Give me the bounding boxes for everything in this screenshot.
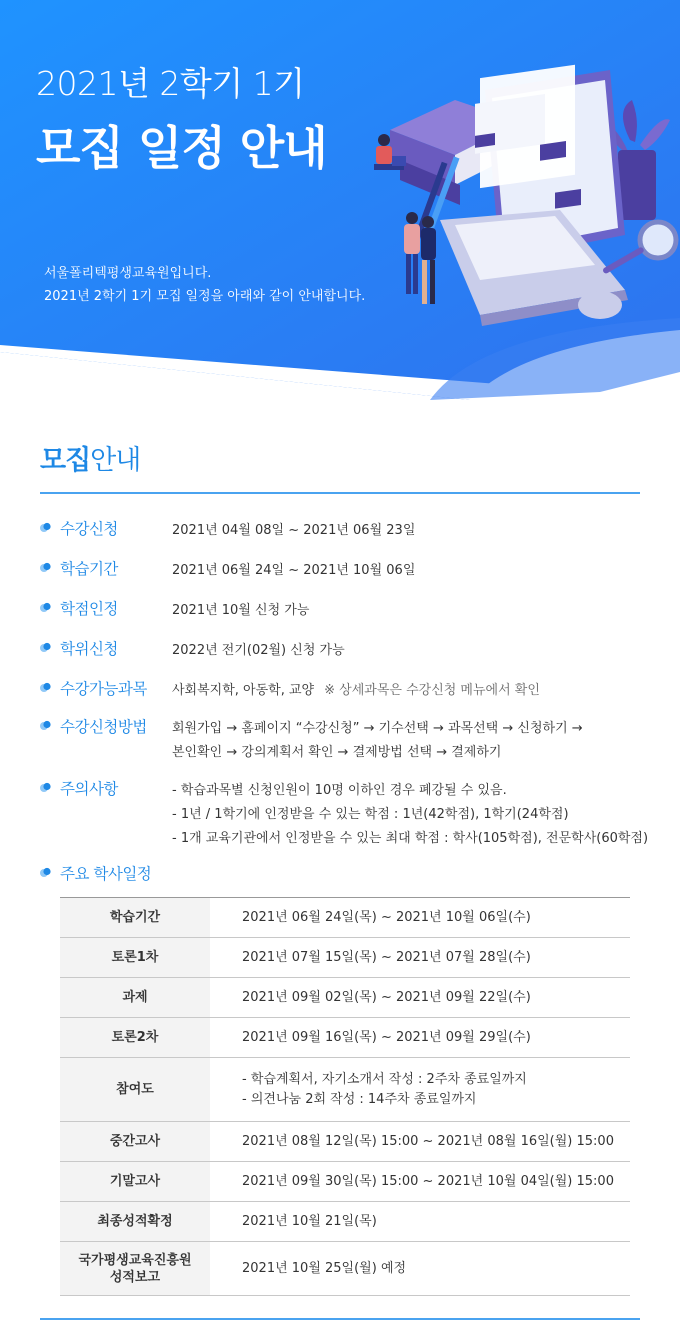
table-cell: 2021년 10월 25일(월) 예정: [210, 1242, 630, 1296]
table-row: [60, 1058, 630, 1122]
info-value-line: 본인확인 → 강의계획서 확인 → 결제방법 선택 → 결제하기: [172, 745, 502, 760]
bullet-icon: [40, 522, 54, 532]
table-row: [60, 1122, 630, 1162]
table-cell: 2021년 10월 21일(목): [210, 1202, 630, 1242]
table-cell-line: - 의견나눔 2회 작성 : 14주차 종료일까지: [242, 1091, 477, 1107]
info-value: 2022년 전기(02월) 신청 가능: [172, 643, 345, 658]
table-header-cell: 기말고사: [60, 1162, 210, 1202]
table-header-cell: 최종성적확정: [60, 1202, 210, 1242]
info-value: [172, 779, 648, 851]
info-value: 2021년 04월 08일 ~ 2021년 06월 23일: [172, 523, 416, 538]
bullet-icon: [40, 642, 54, 652]
table-cell: 2021년 09월 02일(목) ~ 2021년 09월 22일(수): [210, 978, 630, 1018]
table-header-line: 성적보고: [109, 1269, 161, 1285]
table-header-cell: [60, 1242, 210, 1296]
info-label: 수강가능과목: [60, 680, 147, 698]
section-title-light: 안내: [90, 445, 141, 476]
info-label: 주요 학사일정: [60, 865, 152, 883]
table-row: [60, 1018, 630, 1058]
info-value-line: - 학습과목별 신청인원이 10명 이하인 경우 폐강될 수 있음.: [172, 783, 507, 798]
section-title-bold: 모집: [40, 445, 91, 476]
table-header-cell: 토론2차: [60, 1018, 210, 1058]
bullet-icon: [40, 867, 54, 877]
info-value-line: 회원가입 → 홈페이지 “수강신청” → 기수선택 → 과목선택 → 신청하기 →: [172, 721, 583, 736]
table-cell: 2021년 07월 15일(목) ~ 2021년 07월 28일(수): [210, 938, 630, 978]
table-cell: [210, 1058, 630, 1122]
hero-desc-line1: 서울폴리텍평생교육원입니다.: [44, 266, 212, 281]
bullet-icon: [40, 562, 54, 572]
section-divider: [40, 492, 640, 494]
table-cell: 2021년 08월 12일(목) 15:00 ~ 2021년 08월 16일(월) 15:00: [210, 1122, 630, 1162]
table-header-cell: 참여도: [60, 1058, 210, 1122]
info-value: [172, 679, 540, 703]
bullet-icon: [40, 720, 54, 730]
table-row: [60, 1162, 630, 1202]
hero-title-line1: 2021년 2학기 1기: [36, 64, 305, 103]
info-value: [172, 717, 583, 765]
section-title: [40, 438, 140, 477]
hero-desc-line2: 2021년 2학기 1기 모집 일정을 아래와 같이 안내합니다.: [44, 289, 366, 304]
table-header-cell: 토론1차: [60, 938, 210, 978]
info-label: 학습기간: [60, 560, 118, 578]
schedule-table: [60, 897, 630, 1296]
table-cell: 2021년 09월 16일(목) ~ 2021년 09월 29일(수): [210, 1018, 630, 1058]
table-row: [60, 938, 630, 978]
info-label: 수강신청: [60, 520, 118, 538]
info-value: 2021년 06월 24일 ~ 2021년 10월 06일: [172, 563, 416, 578]
info-value-text: 사회복지학, 아동학, 교양: [172, 683, 315, 698]
hero-title-line2: 모집 일정 안내: [36, 121, 327, 175]
bullet-icon: [40, 602, 54, 612]
table-header-line: 국가평생교육진흥원: [78, 1252, 192, 1268]
info-note: ※ 상세과목은 수강신청 메뉴에서 확인: [324, 683, 540, 698]
info-value-line: - 1개 교육기관에서 인정받을 수 있는 최대 학점 : 학사(105학점), 전문학사(60학점): [172, 831, 649, 846]
info-value: 2021년 10월 신청 가능: [172, 603, 310, 618]
info-value-line: - 1년 / 1학기에 인정받을 수 있는 학점 : 1년(42학점), 1학기(24학점): [172, 807, 569, 822]
bullet-icon: [40, 682, 54, 692]
table-row: [60, 898, 630, 938]
table-row: [60, 1202, 630, 1242]
hero-banner: [0, 0, 680, 400]
info-label: 학위신청: [60, 640, 118, 658]
info-label: 주의사항: [60, 780, 118, 798]
table-row: [60, 1242, 630, 1296]
table-header-cell: 학습기간: [60, 898, 210, 938]
table-cell: 2021년 09월 30일(목) 15:00 ~ 2021년 10월 04일(월) 15:00: [210, 1162, 630, 1202]
bottom-divider: [40, 1318, 640, 1320]
table-header-cell: 과제: [60, 978, 210, 1018]
table-cell: 2021년 06월 24일(목) ~ 2021년 10월 06일(수): [210, 898, 630, 938]
table-row: [60, 978, 630, 1018]
table-cell-line: - 학습계획서, 자기소개서 작성 : 2주차 종료일까지: [242, 1071, 527, 1087]
info-label: 수강신청방법: [60, 718, 147, 736]
info-label: 학점인정: [60, 600, 118, 618]
bullet-icon: [40, 782, 54, 792]
laptop-illustration: [360, 60, 680, 350]
hero-description: [44, 262, 365, 308]
table-header-cell: 중간고사: [60, 1122, 210, 1162]
